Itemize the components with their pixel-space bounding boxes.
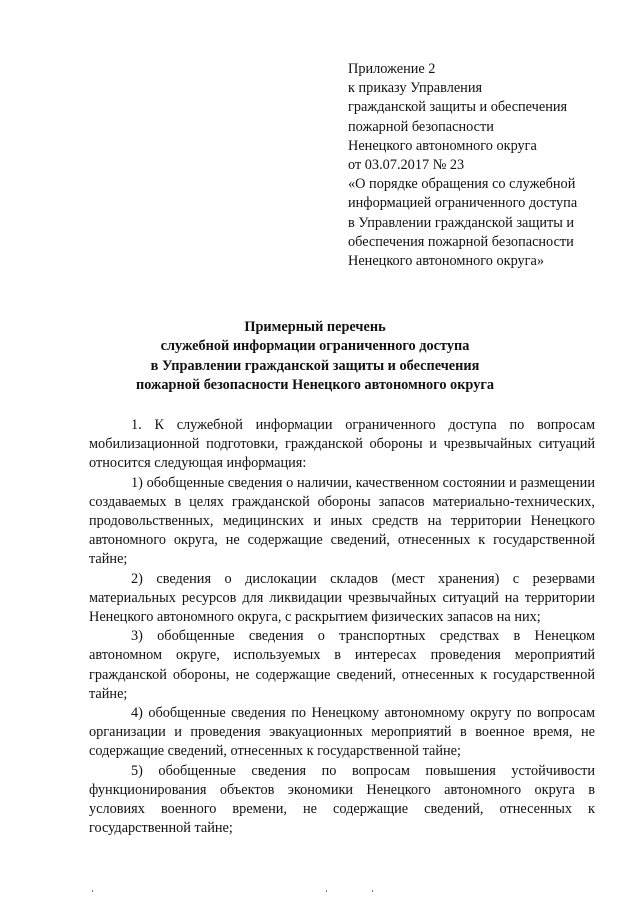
document-body [89, 416, 595, 838]
scan-artifact [372, 890, 373, 892]
title-line: Примерный перечень [244, 319, 386, 335]
annex-line: обеспечения пожарной безопасности [348, 233, 574, 250]
annex-line: в Управлении гражданской защиты и [348, 214, 575, 231]
annex-line: Ненецкого автономного округа [348, 137, 537, 154]
annex-line: гражданской защиты и обеспечения [348, 99, 568, 116]
annex-line: к приказу Управления [348, 80, 483, 97]
title-line: в Управлении гражданской защиты и обеспечения [150, 357, 480, 374]
title-line: пожарной безопасности Ненецкого автономного округа [136, 377, 494, 394]
annex-line: информацией ограниченного доступа [348, 195, 578, 212]
list-item-3: 3) обобщенные сведения о транспортных средствах в Ненецком автономном округе, используемых в интересах проведения мероприятий гражданской обороны, не содержащие сведений, отнесенных к государственной тайне; [89, 628, 595, 702]
scan-artifact [92, 890, 93, 892]
list-item-2: 2) сведения о дислокации складов (мест хранения) с резервами материальных ресурсов для ликвидации чрезвычайных ситуаций на территории Ненецкого автономного округа, с раскрытием физических запасов на них; [89, 570, 595, 626]
annex-line: пожарной безопасности [348, 118, 494, 135]
annex-header [348, 60, 608, 271]
annex-line: от 03.07.2017 № 23 [348, 157, 465, 174]
annex-line: Приложение 2 [348, 61, 436, 77]
title-line: служебной информации ограниченного доступа [160, 338, 470, 355]
annex-line: «О порядке обращения со служебной [348, 176, 576, 193]
list-item-4: 4) обобщенные сведения по Ненецкому автономному округу по вопросам организации и проведения эвакуационных мероприятий в военное время, не содержащие сведений, отнесенных к государственной тайне; [89, 705, 595, 760]
scan-artifact [326, 890, 327, 892]
paragraph-1: 1. К служебной информации ограниченного доступа по вопросам мобилизационной подготовки, гражданской обороны и чрезвычайных ситуаций относится следующая информация: [89, 417, 595, 472]
annex-line: Ненецкого автономного округа» [348, 253, 545, 270]
list-item-1: 1) обобщенные сведения о наличии, качественном состоянии и размещении создаваемых в целях гражданской обороны запасов материально-технических, продовольственных, медицинских и иных средств на территории Ненецкого автономного округа, не содержащие сведений, отнесенных к государственной тайне; [89, 474, 595, 568]
list-item-5: 5) обобщенные сведения по вопросам повышения устойчивости функционирования объектов экономики Ненецкого автономного округа в условиях военного времени, не содержащие сведений, отнесенных к государственной тайне; [89, 762, 595, 837]
document-title [80, 318, 550, 396]
